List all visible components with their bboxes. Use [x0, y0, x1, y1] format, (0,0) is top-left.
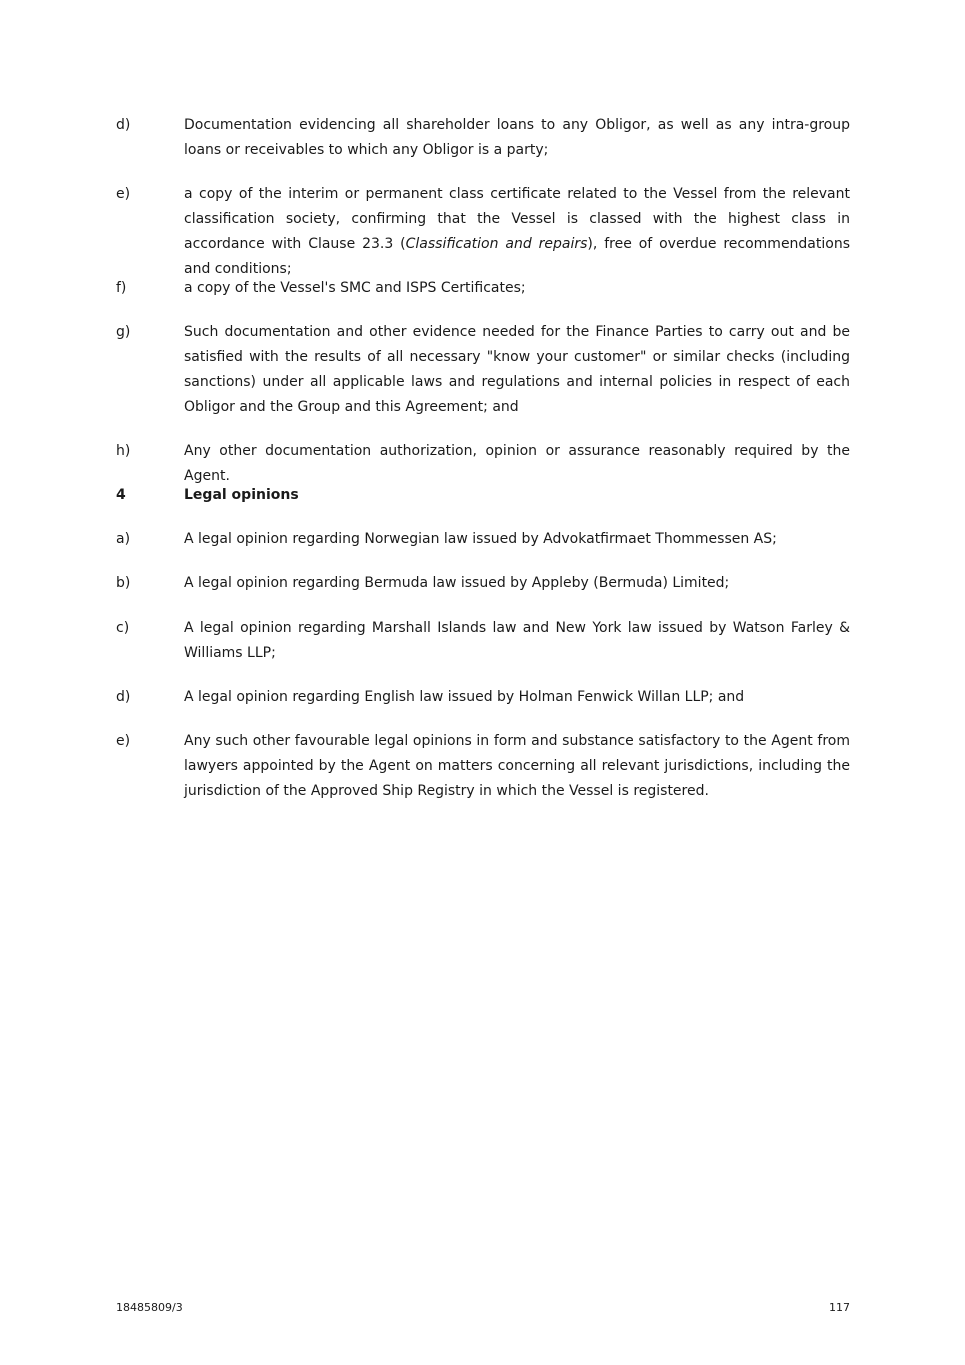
item-text-after: ), free of overdue recommendations and conditions;	[184, 236, 851, 277]
item-label: c)	[116, 620, 130, 636]
page-number: 117	[829, 1301, 850, 1314]
list-item-g	[116, 320, 850, 420]
item-text: a copy of the Vessel's SMC and ISPS Certificates;	[184, 280, 526, 296]
item-label: e)	[116, 186, 131, 202]
item-label: g)	[116, 324, 131, 340]
item-label: h)	[116, 443, 131, 459]
opinion-item-b	[116, 571, 850, 596]
document-reference: 18485809/3	[116, 1301, 183, 1314]
opinion-item-d	[116, 685, 850, 710]
item-text: A legal opinion regarding English law issued by Holman Fenwick Willan LLP; and	[184, 689, 745, 705]
item-label: a)	[116, 531, 131, 547]
clause-title-italic: Classification and repairs	[405, 236, 588, 252]
item-text: A legal opinion regarding Bermuda law issued by Appleby (Bermuda) Limited;	[184, 575, 730, 591]
opinion-item-e	[116, 729, 850, 804]
item-text: Such documentation and other evidence needed for the Finance Parties to carry out and be satisfied with the results of all necessary "know your customer" or similar checks (including sanctions) under all applicable laws and regulations and internal policies in respect of each Obligor and the Group and this Agreement; and	[184, 324, 850, 415]
item-text: Any other documentation authorization, opinion or assurance reasonably required by the Agent.	[184, 443, 850, 484]
list-item-e	[116, 182, 850, 282]
list-item-f	[116, 276, 850, 301]
item-label: e)	[116, 733, 131, 749]
opinion-item-c	[116, 616, 850, 666]
item-text	[184, 182, 850, 282]
opinion-item-a	[116, 527, 850, 552]
item-text-before: a copy of the interim or permanent class certificate related to the Vessel from the relevant classification society, confirming that the Vessel is classed with the highest class in accordance with Clause 23.3 (	[184, 186, 850, 252]
item-text: A legal opinion regarding Marshall Islands law and New York law issued by Watson Farley & Williams LLP;	[184, 620, 850, 661]
list-item-h	[116, 439, 850, 489]
section-number: 4	[116, 487, 126, 503]
section-heading	[116, 483, 850, 508]
item-label: d)	[116, 689, 131, 705]
item-label: b)	[116, 575, 131, 591]
item-label: d)	[116, 117, 131, 133]
item-text: A legal opinion regarding Norwegian law issued by Advokatfirmaet Thommessen AS;	[184, 531, 777, 547]
item-label: f)	[116, 280, 127, 296]
item-text: Any such other favourable legal opinions in form and substance satisfactory to the Agent from lawyers appointed by the Agent on matters concerning all relevant jurisdictions, including the jurisdiction of the Approved Ship Registry in which the Vessel is registered.	[184, 733, 850, 799]
section-title: Legal opinions	[184, 487, 299, 503]
item-text: Documentation evidencing all shareholder loans to any Obligor, as well as any intra-group loans or receivables to which any Obligor is a party;	[184, 117, 850, 158]
list-item-d	[116, 113, 850, 163]
